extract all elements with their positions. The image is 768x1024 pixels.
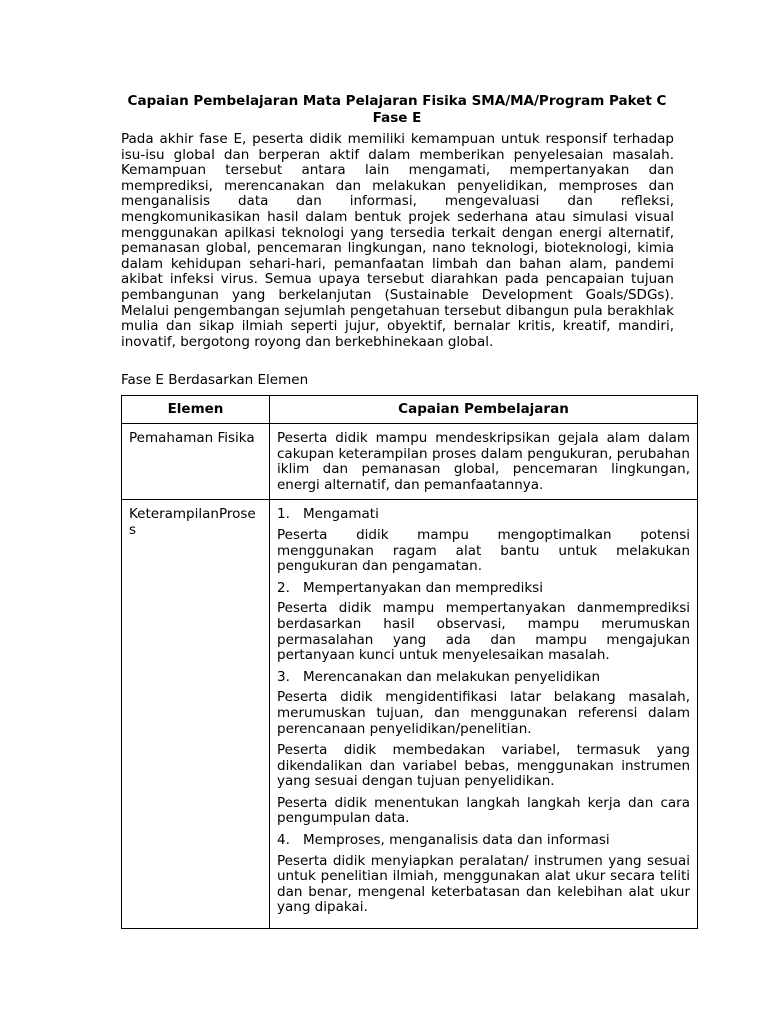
table-row [122, 500, 698, 929]
step-title: Mengamati [303, 506, 379, 523]
step-description: Peserta didik menentukan langkah langkah kerja dan cara pengumpulan data. [277, 794, 690, 827]
element-cell [122, 500, 270, 929]
step-title: Memproses, menganalisis data dan informasi [303, 832, 610, 849]
step-heading [277, 670, 690, 686]
step-description: Peserta didik menyiapkan peralatan/ instrumen yang sesuai untuk penelitian ilmiah, menggunakan alat ukur secara teliti dan benar, mengenal keterbatasan dan kelebihan alat ukur yang dipakai. [277, 852, 690, 916]
fase-label: Fase E Berdasarkan Elemen [121, 372, 309, 388]
capaian-cell [270, 424, 698, 500]
step-description: Peserta didik membedakan variabel, termasuk yang dikendalikan dan variabel bebas, menggunakan instrumen yang sesuai dengan tujuan penyelidikan. [277, 742, 690, 790]
step-description: Peserta didik mampu mempertanyakan danmemprediksi berdasarkan hasil observasi, mampu merumuskan permasalahan yang ada dan mampu mengajukan pertanyaan kunci untuk menyelesaikan masalah. [277, 600, 690, 664]
step-number: 2. [277, 579, 290, 596]
document-title: Capaian Pembelajaran Mata Pelajaran Fisika SMA/MA/Program Paket C Fase E [127, 93, 667, 126]
step-heading [277, 833, 690, 849]
element-name: KeterampilanProses [129, 506, 256, 538]
table-header-row [122, 396, 698, 424]
step-description: Peserta didik mampu mengoptimalkan potensi menggunakan ragam alat bantu untuk melakukan pengukuran dan pengamatan. [277, 526, 690, 575]
capaian-text: Peserta didik mampu mendeskripsikan gejala alam dalam cakupan keterampilan proses dalam pengukuran, perubahan iklim dan pemanasan global, pencemaran lingkungan, energi alternatif, dan pemanfaatannya. [277, 430, 690, 493]
header-elemen: Elemen [122, 396, 270, 424]
element-cell [122, 424, 270, 500]
element-name: Pemahaman Fisika [129, 430, 255, 446]
step-number: 1. [277, 506, 290, 523]
intro-paragraph: Pada akhir fase E, peserta didik memiliki kemampuan untuk responsif terhadap isu-isu global dan berperan aktif dalam memberikan penyelesaian masalah. Kemampuan tersebut antara lain mengamati, mempertanyakan dan memprediksi, merencanakan dan melakukan penyelidikan, memproses dan menganalisis data dan informasi, mengevaluasi dan refleksi, mengkomunikasikan hasil dalam bentuk projek sederhana atau simulasi visual menggunakan apilkasi teknologi yang tersedia terkait dengan energi alternatif, pemanasan global, pencemaran lingkungan, nano teknologi, bioteknologi, kimia dalam kehidupan sehari-hari, pemanfaatan limbah dan bahan alam, pandemi akibat infeksi virus. Semua upaya tersebut diarahkan pada pencapaian tujuan pembangunan yang berkelanjutan (Sustainable Development Goals/SDGs). Melalui pengembangan sejumlah pengetahuan tersebut dibangun pula berakhlak mulia dan sikap ilmiah seperti jujur, obyektif, bernalar kritis, kreatif, mandiri, inovatif, bergotong royong dan berkebhinekaan global. [121, 131, 674, 350]
step-number: 4. [277, 832, 290, 849]
step-number: 3. [277, 668, 290, 685]
capaian-cell [270, 500, 698, 929]
table-row [122, 424, 698, 500]
step-heading [277, 581, 690, 597]
header-capaian: Capaian Pembelajaran [270, 396, 698, 424]
step-title: Merencanakan dan melakukan penyelidikan [303, 668, 601, 685]
capaian-table [121, 395, 698, 929]
step-title: Mempertanyakan dan memprediksi [303, 579, 543, 596]
step-heading [277, 507, 690, 523]
step-description: Peserta didik mengidentifikasi latar belakang masalah, merumuskan tujuan, dan menggunakan referensi dalam perencanaan penyelidikan/penelitian. [277, 689, 690, 737]
